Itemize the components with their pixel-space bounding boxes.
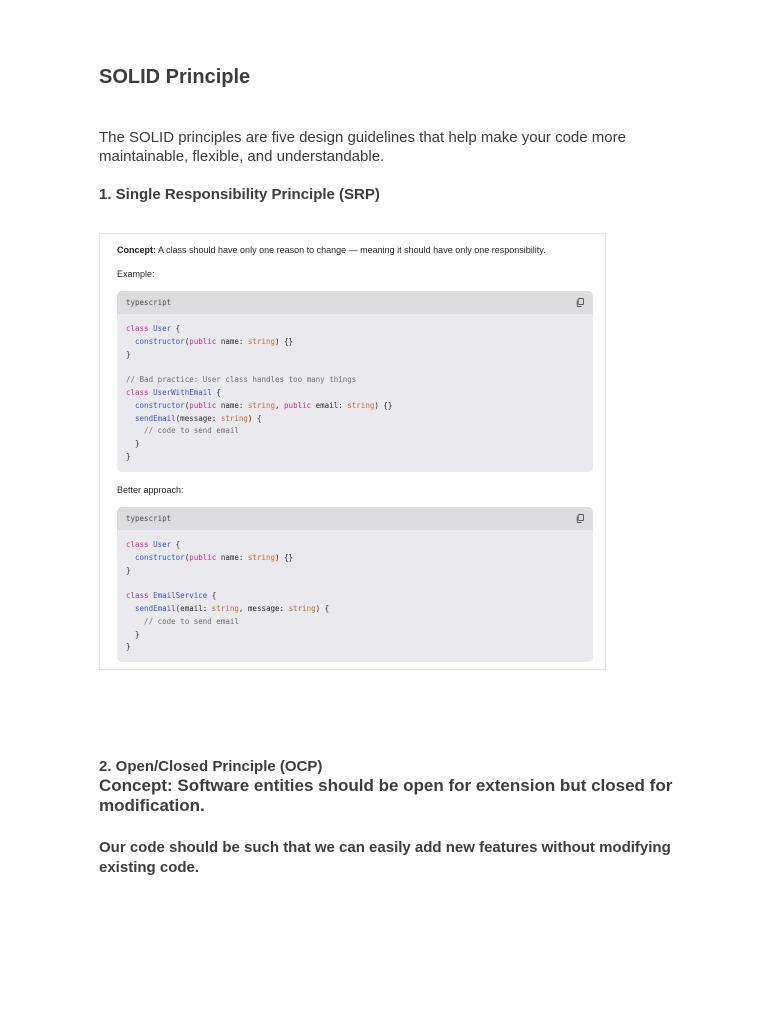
- code-token: [126, 414, 135, 423]
- code-line: [126, 451, 392, 464]
- code-token: {: [207, 591, 217, 601]
- code-token: constructor: [135, 552, 185, 562]
- better-approach-label: Better approach:: [117, 485, 184, 495]
- code-token: (: [184, 336, 190, 346]
- code-token: // Bad practice: User class handles too many things: [126, 375, 357, 385]
- code-token: [126, 401, 135, 410]
- code-token: , message:: [238, 603, 289, 613]
- code-token: // code to send email: [126, 616, 239, 626]
- code-token: email:: [311, 400, 348, 410]
- code-token: string: [247, 336, 276, 346]
- code-token: ) {: [247, 413, 262, 423]
- code-token: (email:: [175, 603, 212, 613]
- code-token: }: [126, 629, 140, 639]
- code-token: string: [347, 400, 375, 410]
- code-token: }: [126, 642, 131, 652]
- code-token: [126, 337, 135, 346]
- code-line: [126, 539, 329, 552]
- srp-heading: 1. Single Responsibility Principle (SRP): [99, 186, 380, 203]
- code-token: class: [126, 324, 154, 333]
- code-token: class: [126, 591, 154, 601]
- code-token: public: [189, 336, 217, 346]
- code-line: [126, 616, 329, 629]
- code-token: string: [220, 413, 248, 423]
- code-token: name:: [216, 400, 248, 410]
- code-language-label: typescript: [126, 298, 172, 307]
- ocp-heading: 2. Open/Closed Principle (OCP): [99, 758, 323, 775]
- code-line: [126, 361, 392, 374]
- code-token: [126, 604, 135, 613]
- code-line: [126, 425, 392, 438]
- code-token: public: [189, 552, 217, 562]
- code-token: }: [126, 439, 140, 449]
- code-body: [126, 323, 392, 464]
- code-line: [126, 387, 392, 400]
- code-token: EmailService: [153, 591, 208, 601]
- copy-icon[interactable]: [576, 298, 584, 307]
- code-token: {: [211, 387, 221, 397]
- code-token: ,: [275, 400, 285, 410]
- code-body: [126, 539, 329, 654]
- code-token: (: [184, 400, 190, 410]
- code-line: [126, 336, 392, 349]
- code-token: [126, 553, 135, 562]
- code-token: // code to send email: [126, 426, 239, 436]
- srp-embedded-image: [99, 233, 606, 670]
- code-token: {: [171, 540, 181, 549]
- code-token: name:: [216, 336, 248, 346]
- code-line: [126, 641, 329, 654]
- code-line: [126, 323, 392, 336]
- code-line: [126, 629, 329, 642]
- code-token: ) {: [315, 603, 330, 613]
- code-token: class: [126, 387, 154, 397]
- code-token: ) {}: [275, 552, 294, 562]
- code-token: name:: [216, 552, 248, 562]
- code-line: [126, 374, 392, 387]
- code-token: }: [126, 451, 131, 461]
- code-token: string: [288, 603, 316, 613]
- code-token: sendEmail: [135, 413, 176, 423]
- code-token: public: [284, 400, 312, 410]
- code-line: [126, 565, 329, 578]
- code-token: string: [211, 603, 239, 613]
- code-line: [126, 577, 329, 590]
- code-token: ) {}: [374, 400, 393, 410]
- srp-concept-line: [117, 245, 546, 255]
- page-title: SOLID Principle: [99, 66, 251, 88]
- code-token: string: [247, 552, 276, 562]
- code-line: [126, 590, 329, 603]
- code-token: (: [184, 552, 190, 562]
- copy-icon[interactable]: [576, 514, 584, 523]
- code-line: [126, 552, 329, 565]
- code-token: }: [126, 349, 131, 359]
- code-token: sendEmail: [135, 603, 176, 613]
- code-line: [126, 603, 329, 616]
- code-line: [126, 400, 392, 413]
- code-block-header: [117, 291, 593, 314]
- ocp-note: Our code should be such that we can easily add new features without modifying existing code.: [99, 839, 671, 876]
- code-block-bad-example: [117, 291, 593, 472]
- code-token: }: [126, 565, 131, 575]
- intro-paragraph: The SOLID principles are five design guidelines that help make your code more maintainable, flexible, and understandable.: [99, 129, 626, 165]
- code-token: {: [171, 324, 181, 333]
- code-line: [126, 413, 392, 426]
- code-line: [126, 438, 392, 451]
- ocp-concept: Concept: Software entities should be open for extension but closed for modification.: [99, 776, 673, 815]
- code-token: constructor: [135, 336, 185, 346]
- code-line: [126, 349, 392, 362]
- example-label: Example:: [117, 269, 155, 279]
- code-token: string: [247, 400, 276, 410]
- srp-concept-text: A class should have only one reason to change — meaning it should have only one responsibility.: [156, 245, 546, 255]
- code-token: UserWithEmail: [153, 387, 212, 397]
- code-language-label: typescript: [126, 514, 172, 523]
- code-token: ) {}: [275, 336, 294, 346]
- code-block-better-approach: [117, 507, 593, 662]
- code-token: class: [126, 540, 154, 549]
- code-token: public: [189, 400, 217, 410]
- code-block-header: [117, 507, 593, 530]
- code-token: User: [153, 324, 172, 333]
- code-token: User: [153, 540, 172, 549]
- srp-concept-label: Concept:: [117, 245, 156, 255]
- code-token: constructor: [135, 400, 185, 410]
- code-token: (message:: [175, 413, 221, 423]
